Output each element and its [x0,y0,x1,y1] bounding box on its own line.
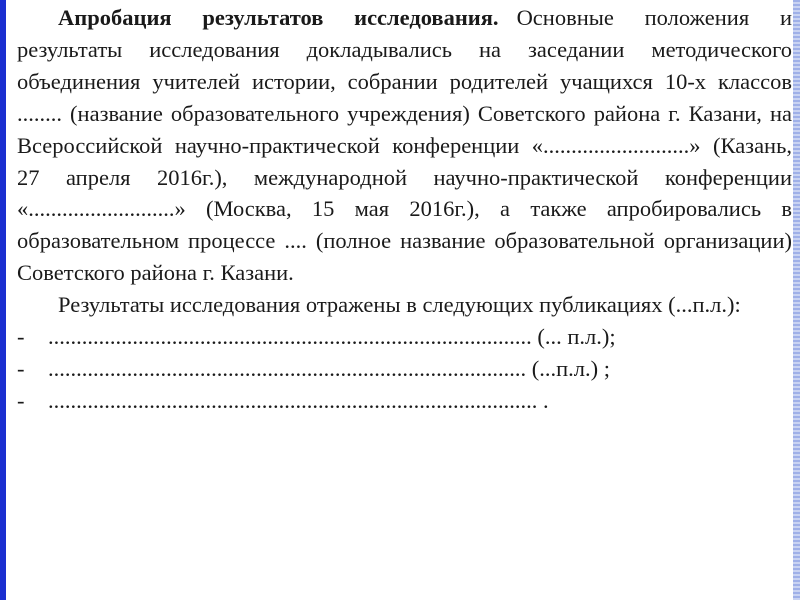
left-accent-bar [0,0,6,600]
list-marker: - [17,355,25,381]
list-item [17,353,792,385]
list-item-text: ...................................................................................... (... п.л.); [48,324,616,350]
publications-list [17,321,792,417]
list-item [17,385,792,417]
approbation-heading: Апробация результатов исследования. [58,5,499,30]
approbation-paragraph [17,2,792,289]
list-item [17,321,792,353]
list-marker: - [17,387,25,413]
list-item-text: ..................................................................................... (...п.л.) ; [48,355,611,381]
document-body [17,2,792,417]
list-marker: - [17,324,25,350]
list-item-text: ....................................................................................... . [48,387,549,413]
approbation-text: Основные положения и результаты исследования докладывались на заседании методического объединения учителей истории, собрании родителей учащихся 10-х классов ........ (название образовательного учреждения) Советского района г. Казани, на Всероссийской научно-практической конференции «..........................» (Казань, 27 апреля 2016г.), международной научно-практической конференции «..........................» (Москва, 15 мая 2016г.), а также апробировались в образовательном процессе .... (полное название образовательной организации) Советского района г. Казани. [17,5,792,286]
publications-paragraph: Результаты исследования отражены в следующих публикациях (...п.л.): [58,292,741,318]
right-accent-bar [793,0,800,600]
